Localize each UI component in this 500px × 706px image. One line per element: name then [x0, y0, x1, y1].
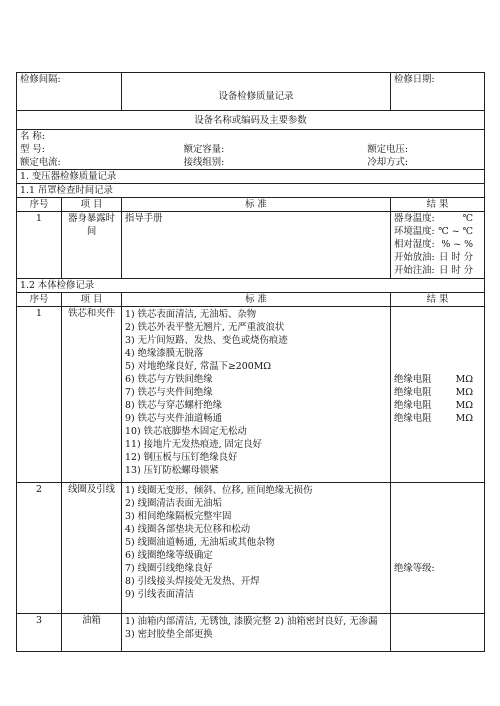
result-label: 绝缘电阻 — [394, 374, 432, 385]
standard-line: 7) 铁芯与夹件间绝缘 — [125, 387, 213, 398]
standard-line: 3) 相间绝缘隔板完整牢固 — [125, 511, 232, 522]
param-name: 名 称: — [20, 131, 45, 142]
row-results — [391, 307, 485, 483]
standard-line: 9) 引线表面清洁 — [125, 589, 194, 600]
param-rated-voltage: 额定电压: — [367, 144, 409, 155]
row-no: 1 — [17, 307, 62, 483]
params-block — [17, 130, 485, 170]
standard-line: 2) 铁芯外表平整无翘片, 无严重波浪状 — [125, 322, 285, 333]
standard-line: 7) 线圈引线绝缘良好 — [125, 563, 213, 574]
col-result: 结 果 — [391, 198, 485, 212]
col-no: 序号 — [17, 198, 62, 212]
standard-line: 5) 线圈油道畅通, 无油垢或其他杂物 — [125, 537, 275, 548]
core-clamp-row — [17, 307, 485, 483]
param-model: 型 号: — [20, 144, 45, 155]
col-standard: 标 准 — [122, 293, 391, 307]
standard-line: 10) 铁芯底脚垫木固定无松动 — [125, 426, 247, 437]
standard-line: 4) 线圈各部垫块无位移和松动 — [125, 524, 251, 535]
row-standards — [122, 614, 391, 652]
row-result — [391, 212, 485, 279]
param-rated-current: 额定电流: — [20, 157, 61, 168]
row-item: 铁芯和夹件 — [62, 307, 122, 483]
result-unit: ℃ ~ ℃ — [438, 226, 474, 237]
result-label: 开始注油: — [394, 265, 435, 276]
standard-line: 5) 对地绝缘良好, 常温下≥200MΩ — [125, 361, 272, 372]
section11-subtitle: 1.1 吊罩检查时间记录 — [17, 184, 485, 198]
interval-label: 检修间隔: — [17, 73, 122, 111]
col-result: 结 果 — [391, 293, 485, 307]
result-unit: ℃ — [462, 213, 474, 224]
result-label: 器身温度: — [394, 213, 435, 224]
col-no: 序号 — [17, 293, 62, 307]
exposure-time-row — [17, 212, 485, 279]
form-title: 设备检修质量记录 — [122, 73, 391, 111]
row-item: 器身暴露时间 — [62, 212, 122, 279]
row-results — [391, 483, 485, 614]
standard-line: 13) 压钉防松螺母锁紧 — [125, 465, 219, 476]
row-no: 3 — [17, 614, 62, 652]
standard-line: 2) 线圈清洁表面无油垢 — [125, 498, 222, 509]
standard-line: 3) 密封胶垫全部更换 — [125, 629, 213, 640]
row-standards — [122, 307, 391, 483]
result-unit: MΩ — [455, 387, 474, 398]
result-unit: 日 时 分 — [438, 252, 474, 263]
param-rated-capacity: 额定容量: — [183, 144, 225, 155]
date-label: 检修日期: — [391, 73, 485, 111]
quality-record-table — [16, 72, 485, 652]
result-label: 绝缘电阻 — [394, 413, 432, 424]
result-label: 环境温度: — [394, 226, 435, 237]
result-label: 绝缘电阻 — [394, 387, 432, 398]
standard-line: 6) 铁芯与方铁间绝缘 — [125, 374, 213, 385]
row-item: 油箱 — [62, 614, 122, 652]
col-item: 项 目 — [62, 293, 122, 307]
section1-title: 1. 变压器检修质量记录 — [17, 170, 485, 184]
param-connection-group: 接线组别: — [183, 157, 225, 168]
result-label: 开始放油: — [394, 252, 435, 263]
result-label: 相对湿度: — [394, 239, 435, 250]
standard-line: 1) 线圈无变形、倾斜、位移, 匝间绝缘无损伤 — [125, 485, 313, 496]
standard-line: 4) 绝缘漆膜无脱落 — [125, 348, 204, 359]
standard-line: 12) 钢压板与压钉绝缘良好 — [125, 452, 238, 463]
row-standards — [122, 483, 391, 614]
standard-line: 6) 线圈绝缘等级确定 — [125, 550, 213, 561]
result-unit: MΩ — [455, 413, 474, 424]
result-unit: MΩ — [455, 400, 474, 411]
coil-lead-row — [17, 483, 485, 614]
section12-header-row — [17, 293, 485, 307]
standard-line: 8) 铁芯与穿芯螺杆绝缘 — [125, 400, 222, 411]
param-blank — [327, 130, 481, 143]
row-no: 2 — [17, 483, 62, 614]
result-label: 绝缘电阻 — [394, 400, 432, 411]
row-no: 1 — [17, 212, 62, 279]
col-item: 项 目 — [62, 198, 122, 212]
header-row — [17, 73, 485, 111]
col-standard: 标 准 — [122, 198, 391, 212]
standard-line: 1) 油箱内部清洁, 无锈蚀, 漆膜完整 2) 油箱密封良好, 无渗漏 — [125, 616, 378, 627]
section12-subtitle: 1.2 本体检修记录 — [17, 279, 485, 293]
param-cooling-method: 冷却方式: — [367, 157, 409, 168]
param-blank — [174, 130, 328, 143]
row-results — [391, 614, 485, 652]
row-standard: 指导手册 — [122, 212, 391, 279]
standard-line: 3) 无片间短路、发热、变色或烧伤痕迹 — [125, 335, 288, 346]
standard-line: 9) 铁芯与夹件油道畅通 — [125, 413, 222, 424]
result-label: 绝缘等级: — [394, 563, 435, 574]
section11-header-row — [17, 198, 485, 212]
standard-line: 11) 接地片无发热痕迹, 固定良好 — [125, 439, 263, 450]
result-unit: % ~ % — [441, 239, 474, 250]
result-unit: 日 时 分 — [438, 265, 474, 276]
result-unit: MΩ — [455, 374, 474, 385]
device-section-title: 设备名称或编码及主要参数 — [17, 111, 485, 130]
row-item: 线圈及引线 — [62, 483, 122, 614]
standard-line: 1) 铁芯表面清洁, 无油垢、杂物 — [125, 309, 257, 320]
standard-line: 8) 引线接头焊接处无发热、开焊 — [125, 576, 260, 587]
tank-row — [17, 614, 485, 652]
